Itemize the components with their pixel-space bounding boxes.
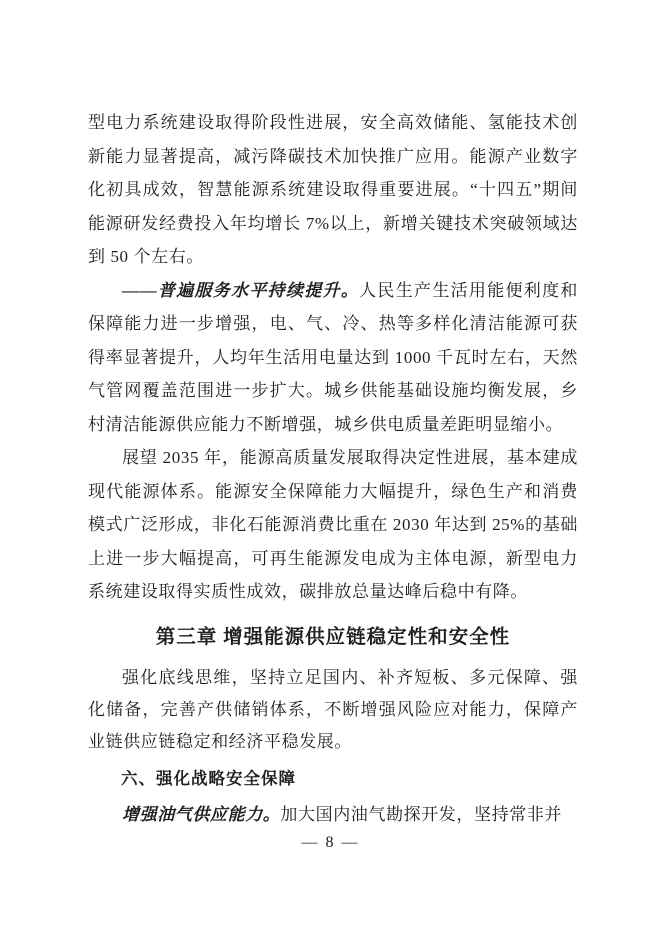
- paragraph-text: 人民生产生活用能便利度和保障能力进一步增强，电、气、冷、热等多样化清洁能源可获得率显著提升，人均年生活用电量达到 1000 千瓦时左右，天然气管网覆盖范围进一步扩大。城乡供能基础设施均衡发展，乡村清洁能源供应能力不断增强，城乡供电质量差距明显缩小。: [88, 280, 578, 434]
- paragraph-text: 加大国内油气勘探开发，坚持常非并: [280, 804, 563, 824]
- paragraph-continuation: 型电力系统建设取得阶段性进展，安全高效储能、氢能技术创新能力显著提高，减污降碳技术加快推广应用。能源产业数字化初具成效，智慧能源系统建设取得重要进展。“十四五”期间能源研发经费投入年均增长 7%以上，新增关键技术突破领域达到 50 个左右。: [88, 113, 578, 266]
- paragraph-bullet-service-level: [88, 274, 578, 442]
- paragraph-lead-emphasis: ——普遍服务水平持续提升。: [122, 280, 360, 300]
- paragraph-outlook-2035: 展望 2035 年，能源高质量发展取得决定性进展，基本建成现代能源体系。能源安全保障能力大幅提升，绿色生产和消费模式广泛形成，非化石能源消费比重在 2030 年达到 25%的基础上进一步大幅提高，可再生能源发电成为主体电源，新型电力系统建设取得实质性成效，碳排放总量达峰后稳中有降。: [88, 448, 578, 601]
- chapter-heading: 第三章 增强能源供应链稳定性和安全性: [155, 626, 511, 648]
- document-body: [88, 106, 578, 831]
- section-heading: 六、强化战略安全保障: [121, 769, 296, 788]
- paragraph-chapter-intro: 强化底线思维，坚持立足国内、补齐短板、多元保障、强化储备，完善产供储销体系，不断增强风险应对能力，保障产业链供应链稳定和经济平稳发展。: [88, 667, 578, 751]
- page-number: — 8 —: [301, 834, 360, 851]
- paragraph-lead-emphasis: 增强油气供应能力。: [122, 804, 281, 824]
- paragraph-oil-gas-supply: [88, 799, 578, 831]
